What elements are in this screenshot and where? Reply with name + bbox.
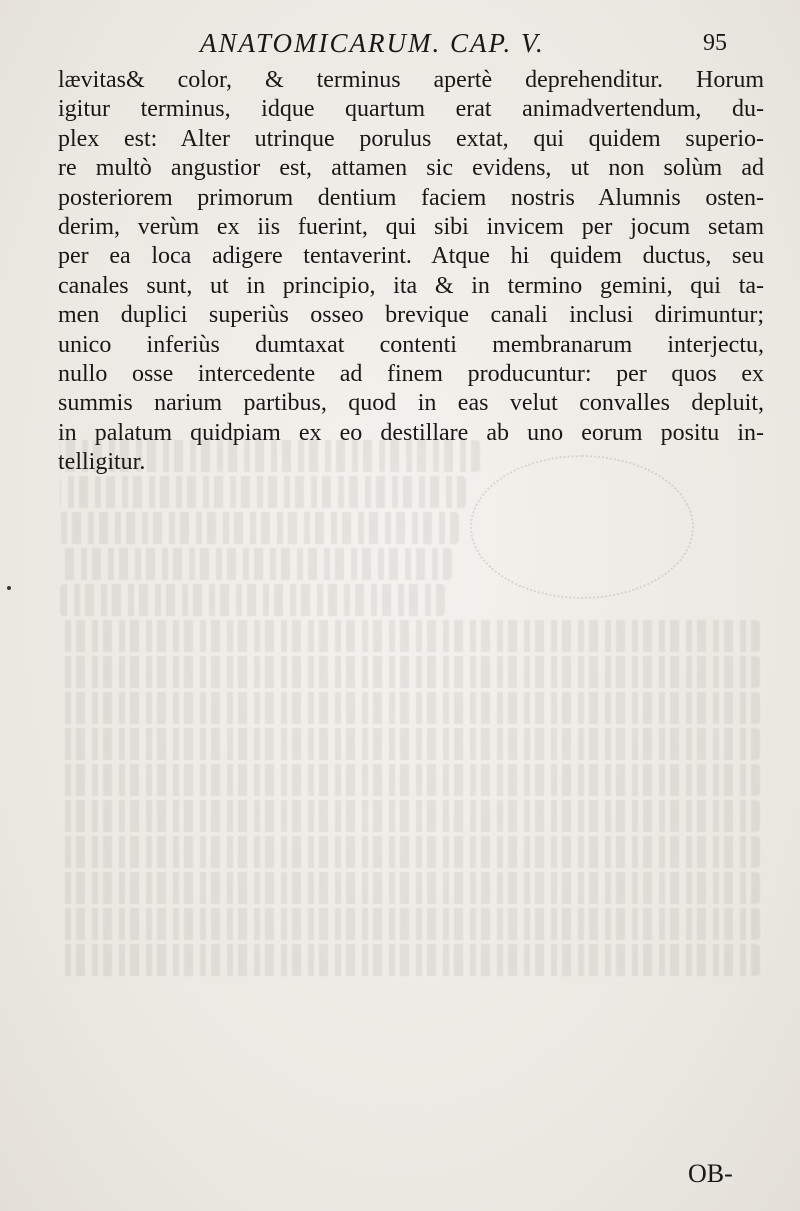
text-line: men duplici superiùs osseo brevique canali inclusi dirimuntur; bbox=[58, 302, 764, 329]
text-line: unico inferiùs dumtaxat contenti membranarum interjectu, bbox=[58, 331, 764, 358]
running-title: ANATOMICARUM. CAP. V. bbox=[200, 28, 545, 58]
text-line: igitur terminus, idque quartum erat animadvertendum, du- bbox=[58, 96, 764, 123]
page-number: 95 bbox=[703, 30, 727, 56]
text-line: re multò angustior est, attamen sic evidens, ut non solùm ad bbox=[58, 155, 764, 182]
page-header bbox=[0, 22, 800, 62]
text-line: canales sunt, ut in principio, ita & in termino gemini, qui ta- bbox=[58, 272, 764, 299]
text-line: plex est: Alter utrinque porulus extat, qui quidem superio- bbox=[58, 125, 764, 152]
body-text bbox=[58, 66, 764, 477]
text-line: telligitur. bbox=[58, 449, 146, 476]
margin-speck bbox=[7, 586, 11, 590]
text-line: summis narium partibus, quod in eas velut convalles depluit, bbox=[58, 390, 764, 417]
text-line: derim, verùm ex iis fuerint, qui sibi invicem per jocum setam bbox=[58, 213, 764, 240]
text-line: per ea loca adigere tentaverint. Atque hi quidem ductus, seu bbox=[58, 243, 764, 270]
text-line: posteriorem primorum dentium faciem nostris Alumnis osten- bbox=[58, 184, 764, 211]
text-line: in palatum quidpiam ex eo destillare ab uno eorum positu in- bbox=[58, 419, 764, 446]
text-line: nullo osse intercedente ad finem producuntur: per quos ex bbox=[58, 360, 764, 387]
catchword: OB- bbox=[688, 1159, 733, 1188]
text-line: lævitas& color, & terminus apertè deprehenditur. Horum bbox=[58, 67, 764, 93]
